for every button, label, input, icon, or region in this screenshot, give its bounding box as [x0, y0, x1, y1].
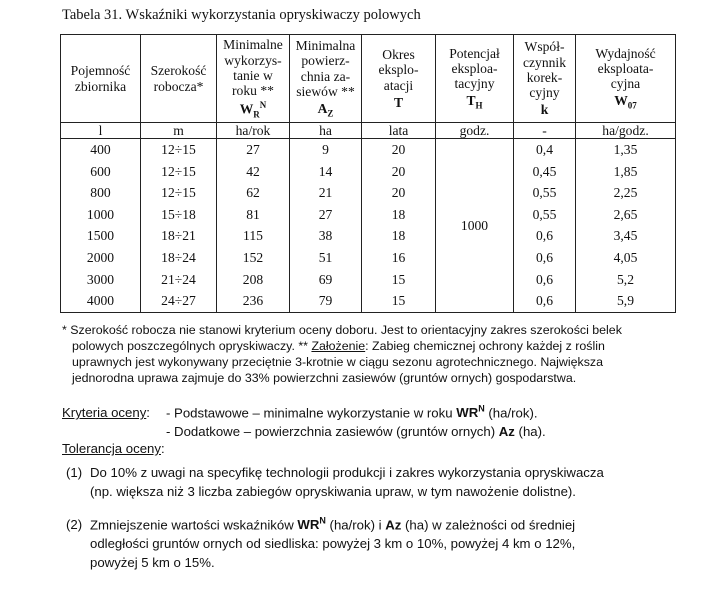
cell-width: 18÷21	[141, 225, 217, 247]
header-row	[61, 35, 676, 123]
cell-potential: 1000	[436, 139, 514, 313]
header-cell: Współ- czynnik korek- cyjny k	[514, 35, 576, 123]
table-row	[61, 161, 676, 183]
symbol-az: Az	[385, 517, 402, 533]
unit-cell: ha	[290, 123, 362, 139]
unit-cell: ha/rok	[217, 123, 290, 139]
cell-efficiency: 5,9	[576, 290, 676, 312]
tolerance-item-2: (2) Zmniejszenie wartości wskaźników $WR^N$ (ha/rok) i Az (ha) w zależności od średniej odległości gruntów ornych od siedliska: powyżej 3 km o 10%, powyżej 4 km o 12%, powyżej 5 km o 15%.	[66, 516, 576, 571]
table-caption: Tabela 31. Wskaźniki wykorzystania opryskiwaczy polowych	[62, 7, 421, 23]
cell-capacity: 1500	[61, 225, 141, 247]
unit-cell: godz.	[436, 123, 514, 139]
cell-coefficient: 0,6	[514, 247, 576, 269]
cell-min-area: 9	[290, 139, 362, 161]
cell-period: 15	[362, 269, 436, 291]
sprayer-indicators-table	[60, 34, 676, 313]
cell-min-usage: 62	[217, 182, 290, 204]
cell-coefficient: 0,4	[514, 139, 576, 161]
cell-efficiency: 1,35	[576, 139, 676, 161]
cell-capacity: 400	[61, 139, 141, 161]
cell-efficiency: 2,25	[576, 182, 676, 204]
cell-period: 15	[362, 290, 436, 312]
header-cell: Wydajność eksploata- cyjna $W_{07}$	[576, 35, 676, 123]
symbol-wrn: $WR^N$	[297, 516, 326, 533]
cell-width: 21÷24	[141, 269, 217, 291]
table-row	[61, 269, 676, 291]
header-symbol: $A_Z$	[317, 101, 334, 119]
cell-coefficient: 0,55	[514, 204, 576, 226]
cell-min-usage: 152	[217, 247, 290, 269]
cell-efficiency: 5,2	[576, 269, 676, 291]
header-symbol: T	[393, 94, 404, 110]
footnote-line: uprawnych jest wykonywany przeciętnie 3-krotnie w ciągu sezonu agrotechnicznego. Największa	[72, 355, 604, 369]
table-row	[61, 204, 676, 226]
cell-min-area: 69	[290, 269, 362, 291]
criteria-section	[62, 400, 546, 441]
cell-efficiency: 2,65	[576, 204, 676, 226]
cell-period: 18	[362, 204, 436, 226]
cell-capacity: 4000	[61, 290, 141, 312]
footnote-line: jednorodna uprawa zajmuje do 33% powierzchni zasiewów (gruntów ornych) gospodarstwa.	[72, 371, 577, 385]
criteria-extra: - Dodatkowe – powierzchnia zasiewów (gruntów ornych) Az (ha).	[166, 424, 546, 440]
cell-min-usage: 27	[217, 139, 290, 161]
symbol-wrn: $WR^N$	[456, 404, 485, 421]
unit-cell: l	[61, 123, 141, 139]
header-symbol: $W_R^N$	[239, 100, 267, 120]
cell-width: 15÷18	[141, 204, 217, 226]
table-row	[61, 225, 676, 247]
unit-cell: -	[514, 123, 576, 139]
cell-width: 12÷15	[141, 139, 217, 161]
cell-width: 24÷27	[141, 290, 217, 312]
cell-period: 20	[362, 182, 436, 204]
cell-capacity: 3000	[61, 269, 141, 291]
cell-width: 12÷15	[141, 161, 217, 183]
cell-coefficient: 0,55	[514, 182, 576, 204]
header-cell: Okres eksplo- atacji T	[362, 35, 436, 123]
header-cell: Potencjał eksploa- tacyjny $T_H$	[436, 35, 514, 123]
cell-width: 12÷15	[141, 182, 217, 204]
footnote	[62, 322, 677, 386]
footnote-line: polowych poszczególnych opryskiwaczy. ** Założenie: Zabieg chemicznej ochrony każdej z roślin	[72, 339, 605, 353]
cell-min-usage: 115	[217, 225, 290, 247]
cell-period: 20	[362, 161, 436, 183]
cell-efficiency: 3,45	[576, 225, 676, 247]
header-cell: Pojemność zbiornika	[61, 35, 141, 123]
cell-min-area: 38	[290, 225, 362, 247]
cell-min-usage: 81	[217, 204, 290, 226]
cell-efficiency: 1,85	[576, 161, 676, 183]
criteria-label: Kryteria oceny	[62, 405, 147, 421]
cell-period: 20	[362, 139, 436, 161]
cell-capacity: 1000	[61, 204, 141, 226]
cell-min-area: 21	[290, 182, 362, 204]
tolerance-item-1: (1) Do 10% z uwagi na specyfikę technologii produkcji i zakres wykorzystania opryskiwacza (np. większa niż 3 liczba zabiegów opryskiwania upraw, w tym nawożenie dolistne).	[66, 465, 604, 499]
footnote-line: * Szerokość robocza nie stanowi kryterium oceny doboru. Jest to orientacyjny zakres szerokości belek	[62, 323, 622, 337]
cell-min-area: 27	[290, 204, 362, 226]
symbol-az: Az	[498, 424, 515, 440]
cell-coefficient: 0,6	[514, 269, 576, 291]
criteria-basic: Kryteria oceny: - Podstawowe – minimalne wykorzystanie w roku $WR^N$ (ha/rok).	[62, 404, 538, 421]
cell-period: 16	[362, 247, 436, 269]
header-symbol: $W_{07}$	[614, 93, 637, 112]
unit-cell: ha/godz.	[576, 123, 676, 139]
header-cell: Szerokość robocza*	[141, 35, 217, 123]
cell-coefficient: 0,6	[514, 290, 576, 312]
table-row	[61, 290, 676, 312]
cell-capacity: 600	[61, 161, 141, 183]
cell-capacity: 2000	[61, 247, 141, 269]
header-cell: Minimalne wykorzys- tanie w roku ** $W_R^N$	[217, 35, 290, 123]
cell-min-usage: 42	[217, 161, 290, 183]
cell-min-area: 79	[290, 290, 362, 312]
cell-coefficient: 0,45	[514, 161, 576, 183]
cell-coefficient: 0,6	[514, 225, 576, 247]
table-row	[61, 247, 676, 269]
table-row	[61, 139, 676, 161]
cell-min-usage: 236	[217, 290, 290, 312]
cell-period: 18	[362, 225, 436, 247]
cell-min-area: 14	[290, 161, 362, 183]
cell-capacity: 800	[61, 182, 141, 204]
cell-efficiency: 4,05	[576, 247, 676, 269]
tolerance-heading: Tolerancja oceny:	[62, 441, 165, 456]
unit-cell: lata	[362, 123, 436, 139]
header-symbol: $T_H$	[466, 93, 483, 112]
units-row	[61, 123, 676, 139]
cell-width: 18÷24	[141, 247, 217, 269]
header-cell: Minimalna powierz- chnia za- siewów ** $A_Z$	[290, 35, 362, 123]
assumption-label: Założenie	[311, 339, 366, 353]
header-symbol: k	[540, 102, 549, 118]
cell-min-usage: 208	[217, 269, 290, 291]
table-row	[61, 182, 676, 204]
unit-cell: m	[141, 123, 217, 139]
cell-min-area: 51	[290, 247, 362, 269]
